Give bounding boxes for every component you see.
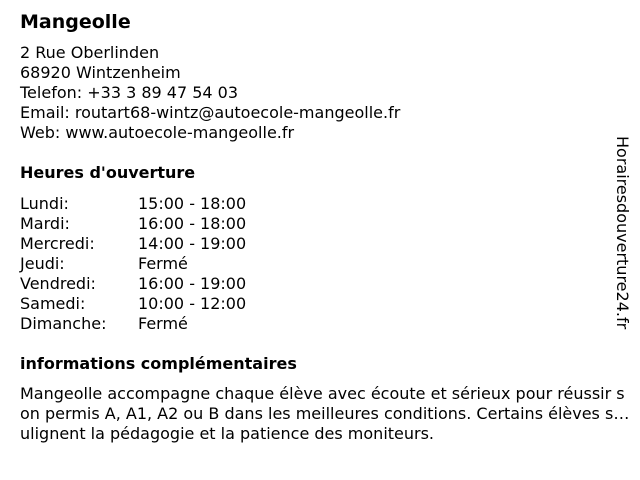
website-link[interactable]: Web: www.autoecole-mangeolle.fr: [20, 123, 295, 142]
hours-row-tuesday: [20, 214, 246, 234]
hours-day: Mardi:: [20, 214, 70, 233]
hours-time: Fermé: [138, 314, 188, 333]
additional-info-body: Mangeolle accompagne chaque élève avec écoute et sérieux pour réussir son permis A, A1, A2 ou B dans les meilleures conditions. Certains élèves soulignent la pédagogie et la patience des moniteurs.: [20, 384, 625, 443]
opening-hours-heading: Heures d'ouverture: [20, 163, 196, 182]
hours-day: Mercredi:: [20, 234, 95, 253]
hours-day: Jeudi:: [20, 254, 65, 273]
site-watermark: Horairesdouverture24.fr: [613, 136, 632, 330]
hours-day: Lundi:: [20, 194, 69, 213]
hours-day: Dimanche:: [20, 314, 107, 333]
additional-info-heading: informations complémentaires: [20, 354, 297, 373]
additional-info-text: [20, 384, 630, 443]
opening-hours-table: [20, 194, 246, 334]
hours-row-wednesday: [20, 234, 246, 254]
address-street: 2 Rue Oberlinden: [20, 43, 160, 62]
hours-time: Fermé: [138, 254, 188, 273]
business-name: Mangeolle: [20, 11, 131, 33]
hours-time: 16:00 - 18:00: [138, 214, 247, 233]
hours-row-monday: [20, 194, 246, 214]
phone-number[interactable]: Telefon: +33 3 89 47 54 03: [20, 83, 239, 102]
hours-time: 15:00 - 18:00: [138, 194, 247, 213]
address-city: 68920 Wintzenheim: [20, 63, 181, 82]
contact-block: [20, 43, 400, 143]
hours-day: Samedi:: [20, 294, 86, 313]
hours-row-thursday: [20, 254, 246, 274]
email-address[interactable]: Email: routart68-wintz@autoecole-mangeolle.fr: [20, 103, 401, 122]
hours-time: 10:00 - 12:00: [138, 294, 247, 313]
hours-day: Vendredi:: [20, 274, 96, 293]
hours-time: 14:00 - 19:00: [138, 234, 247, 253]
hours-row-friday: [20, 274, 246, 294]
hours-row-saturday: [20, 294, 246, 314]
hours-row-sunday: [20, 314, 246, 334]
hours-time: 16:00 - 19:00: [138, 274, 247, 293]
